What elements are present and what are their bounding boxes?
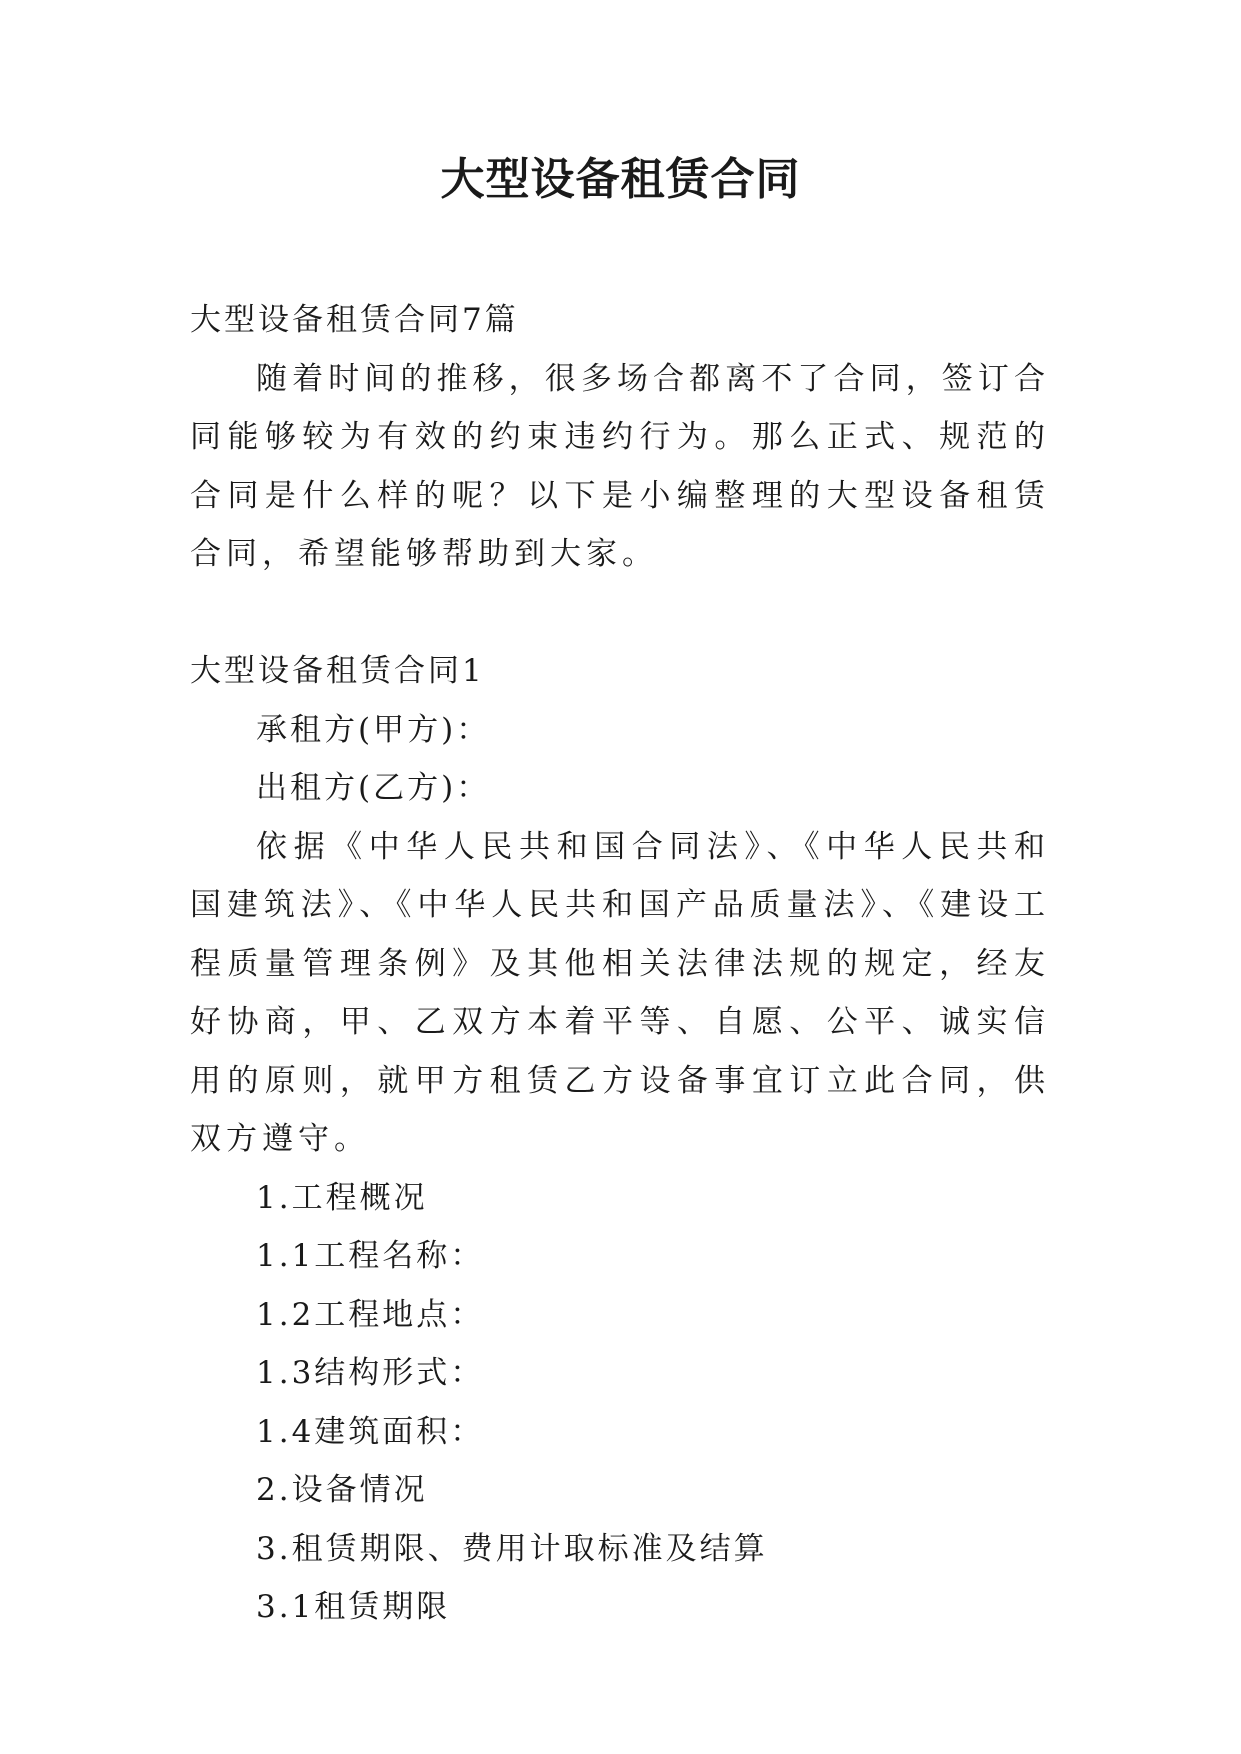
list-item: 1.1工程名称： (256, 1238, 485, 1274)
intro-heading: 大型设备租赁合同7篇 (190, 302, 519, 338)
list-item: 1.工程概况 (256, 1179, 428, 1216)
party-b-line: 出租方(乙方)： (256, 770, 491, 806)
list-item: 1.4建筑面积： (256, 1413, 485, 1450)
document-body (190, 291, 1050, 1637)
section-heading: 大型设备租赁合同1 (190, 653, 485, 689)
document-title: 大型设备租赁合同 (440, 154, 801, 205)
list-item: 2.设备情况 (256, 1472, 428, 1508)
list-item: 1.2工程地点： (256, 1296, 485, 1333)
list-item: 3.租赁期限、费用计取标准及结算 (256, 1530, 768, 1567)
paragraph-spacer (190, 584, 1050, 643)
party-a-line: 承租方(甲方)： (256, 711, 491, 748)
intro-paragraph: 随着时间的推移，很多场合都离不了合同，签订合同能够较为有效的约束违约行为。那么正式、规范的合同是什么样的呢？以下是小编整理的大型设备租赁合同，希望能够帮助到大家。 (190, 360, 1050, 572)
legal-basis-paragraph: 依据《中华人民共和国合同法》、《中华人民共和国建筑法》、《中华人民共和国产品质量法》、《建设工程质量管理条例》及其他相关法律法规的规定，经友好协商，甲、乙双方本着平等、自愿、公平、诚实信用的原则，就甲方租赁乙方设备事宜订立此合同，供双方遵守。 (190, 828, 1050, 1157)
list-item: 3.1租赁期限 (256, 1589, 451, 1625)
list-item: 1.3结构形式： (256, 1355, 485, 1391)
